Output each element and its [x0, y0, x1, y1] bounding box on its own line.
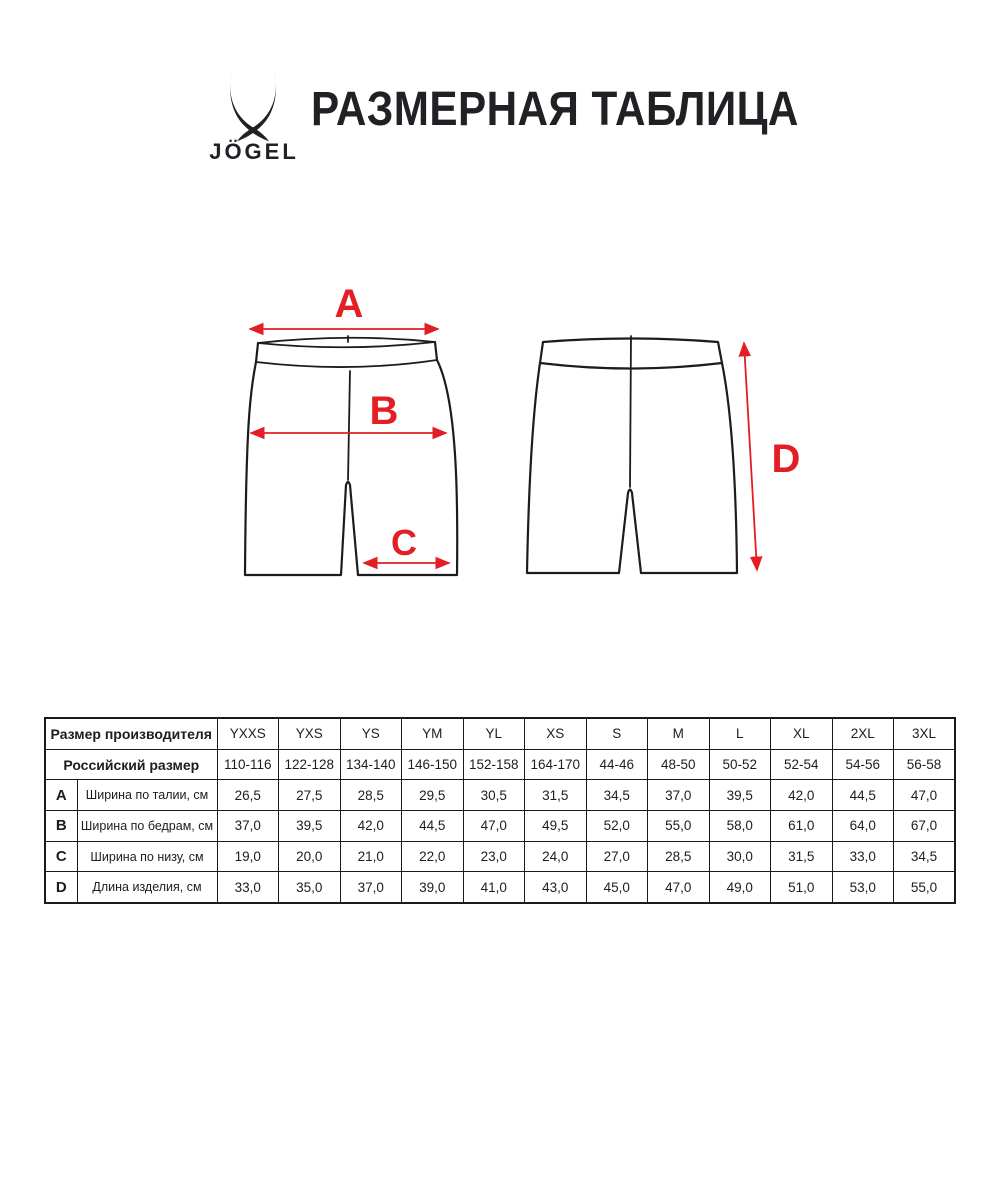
measure-value: 55,0 — [894, 872, 956, 903]
measure-value: 44,5 — [402, 811, 464, 842]
manufacturer-size-label: Размер производителя — [45, 718, 217, 749]
measure-value: 49,5 — [525, 811, 587, 842]
measure-value: 58,0 — [709, 811, 771, 842]
russian-size-cell: 56-58 — [894, 749, 956, 780]
russian-size-cell: 50-52 — [709, 749, 771, 780]
dim-label-d: D — [771, 437, 801, 481]
measure-label: Ширина по талии, см — [77, 780, 217, 811]
measure-value: 53,0 — [832, 872, 894, 903]
shorts-measurement-diagram — [230, 280, 810, 590]
russian-size-cell: 110-116 — [217, 749, 279, 780]
measure-value: 47,0 — [648, 872, 710, 903]
measure-value: 64,0 — [832, 811, 894, 842]
measure-value: 19,0 — [217, 841, 279, 872]
measure-label: Длина изделия, см — [77, 872, 217, 903]
russian-size-cell: 164-170 — [525, 749, 587, 780]
size-code-cell: 3XL — [894, 718, 956, 749]
size-code-cell: 2XL — [832, 718, 894, 749]
table-row-measure-d — [45, 872, 955, 903]
measure-value: 22,0 — [402, 841, 464, 872]
size-code-cell: YXS — [279, 718, 341, 749]
measure-value: 23,0 — [463, 841, 525, 872]
dim-label-c: C — [391, 522, 417, 563]
measure-value: 61,0 — [771, 811, 833, 842]
size-code-cell: L — [709, 718, 771, 749]
measure-value: 67,0 — [894, 811, 956, 842]
measure-value: 31,5 — [525, 780, 587, 811]
size-code-cell: YXXS — [217, 718, 279, 749]
measure-value: 39,0 — [402, 872, 464, 903]
measure-value: 42,0 — [340, 811, 402, 842]
russian-size-cell: 122-128 — [279, 749, 341, 780]
measure-value: 28,5 — [648, 841, 710, 872]
size-code-cell: YS — [340, 718, 402, 749]
measure-value: 45,0 — [586, 872, 648, 903]
russian-size-cell: 44-46 — [586, 749, 648, 780]
measure-value: 29,5 — [402, 780, 464, 811]
russian-size-label: Российский размер — [45, 749, 217, 780]
size-code-cell: XS — [525, 718, 587, 749]
russian-size-cell: 134-140 — [340, 749, 402, 780]
table-row-measure-a — [45, 780, 955, 811]
measure-value: 27,0 — [586, 841, 648, 872]
measure-value: 52,0 — [586, 811, 648, 842]
table-row-measure-c — [45, 841, 955, 872]
table-row-measure-b — [45, 811, 955, 842]
measure-label: Ширина по бедрам, см — [77, 811, 217, 842]
measure-letter: B — [45, 811, 77, 842]
russian-size-cell: 48-50 — [648, 749, 710, 780]
size-code-cell: S — [586, 718, 648, 749]
measure-value: 27,5 — [279, 780, 341, 811]
russian-size-cell: 52-54 — [771, 749, 833, 780]
size-code-cell: YL — [463, 718, 525, 749]
measure-value: 47,0 — [894, 780, 956, 811]
measure-value: 49,0 — [709, 872, 771, 903]
russian-size-cell: 146-150 — [402, 749, 464, 780]
measure-value: 33,0 — [832, 841, 894, 872]
table-row-manufacturer-size — [45, 718, 955, 749]
front-shorts-drawing — [245, 336, 457, 575]
measure-value: 37,0 — [648, 780, 710, 811]
russian-size-cell: 152-158 — [463, 749, 525, 780]
size-code-cell: YM — [402, 718, 464, 749]
measure-label: Ширина по низу, см — [77, 841, 217, 872]
measure-value: 55,0 — [648, 811, 710, 842]
measure-value: 42,0 — [771, 780, 833, 811]
measure-value: 24,0 — [525, 841, 587, 872]
measure-value: 28,5 — [340, 780, 402, 811]
measure-value: 20,0 — [279, 841, 341, 872]
measure-value: 39,5 — [709, 780, 771, 811]
measure-value: 21,0 — [340, 841, 402, 872]
measure-value: 34,5 — [894, 841, 956, 872]
measure-value: 37,0 — [217, 811, 279, 842]
measure-value: 51,0 — [771, 872, 833, 903]
measure-letter: A — [45, 780, 77, 811]
measure-value: 35,0 — [279, 872, 341, 903]
measure-value: 44,5 — [832, 780, 894, 811]
measure-value: 43,0 — [525, 872, 587, 903]
size-table — [44, 717, 956, 904]
measure-value: 34,5 — [586, 780, 648, 811]
measure-value: 30,0 — [709, 841, 771, 872]
size-code-cell: XL — [771, 718, 833, 749]
page-title: РАЗМЕРНАЯ ТАБЛИЦА — [311, 83, 799, 136]
brand-logo-icon — [219, 70, 287, 144]
measure-value: 47,0 — [463, 811, 525, 842]
measure-letter: C — [45, 841, 77, 872]
measure-value: 31,5 — [771, 841, 833, 872]
measure-value: 26,5 — [217, 780, 279, 811]
brand-name: JÖGEL — [209, 139, 299, 164]
dim-label-a: A — [334, 282, 364, 326]
table-row-russian-size — [45, 749, 955, 780]
dim-label-b: B — [369, 389, 399, 433]
dim-arrow-d — [744, 343, 757, 570]
measure-letter: D — [45, 872, 77, 903]
measure-value: 39,5 — [279, 811, 341, 842]
measure-value: 30,5 — [463, 780, 525, 811]
measure-value: 37,0 — [340, 872, 402, 903]
measure-value: 41,0 — [463, 872, 525, 903]
size-code-cell: M — [648, 718, 710, 749]
measure-value: 33,0 — [217, 872, 279, 903]
back-shorts-drawing — [527, 336, 737, 573]
russian-size-cell: 54-56 — [832, 749, 894, 780]
